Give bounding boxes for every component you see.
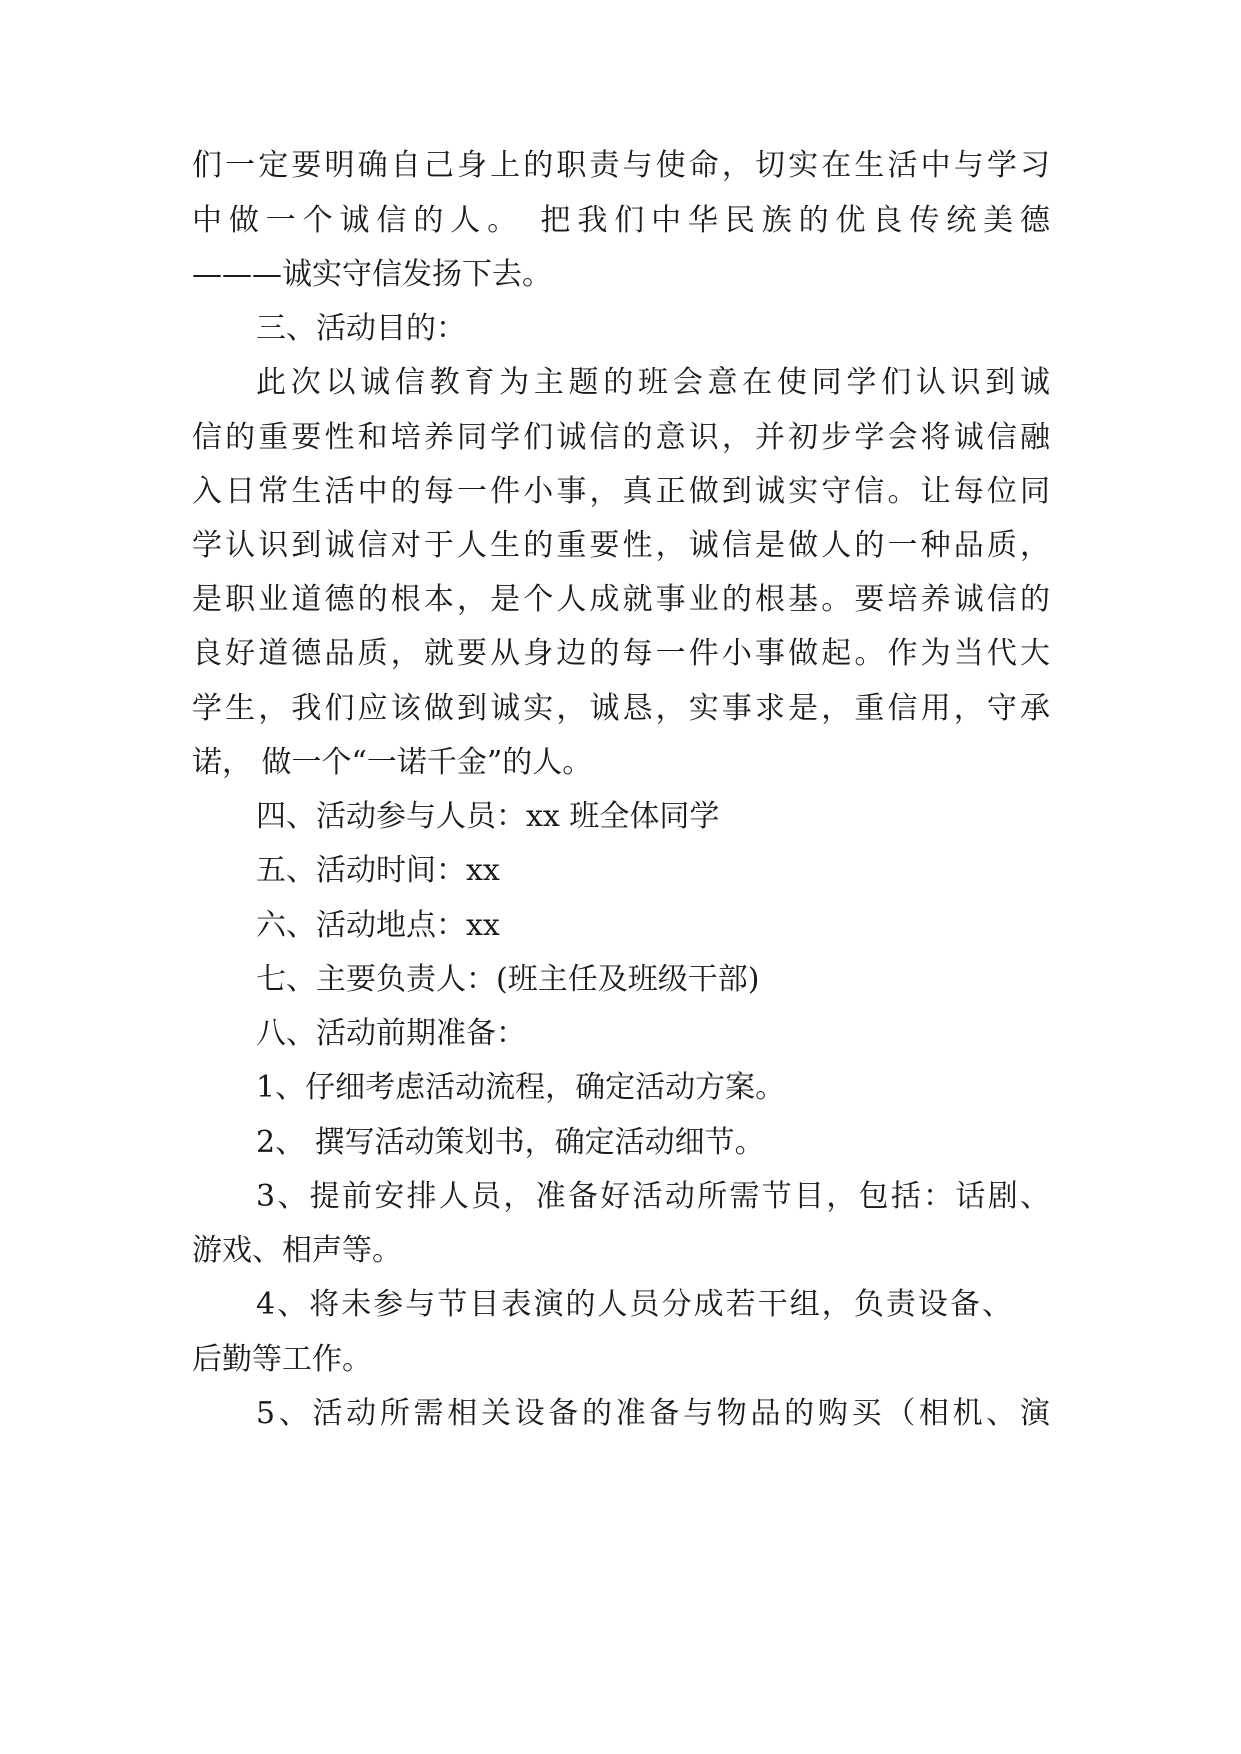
list-item: 3、提前安排人员，准备好活动所需节目，包括：话剧、 — [256, 1179, 1050, 1214]
paragraph-line: 此次以诚信教育为主题的班会意在使同学们认识到诚 — [256, 365, 1050, 400]
paragraph-line: ———诚实守信发扬下去。 — [192, 257, 552, 292]
paragraph-line: 学生，我们应该做到诚实，诚恳，实事求是，重信用，守承 — [192, 691, 1050, 726]
paragraph-line: 信的重要性和培养同学们诚信的意识，并初步学会将诚信融 — [192, 420, 1050, 455]
list-item: 2、 撰写活动策划书，确定活动细节。 — [256, 1125, 765, 1160]
list-item: 4、将未参与节目表演的人员分成若干组，负责设备、 — [256, 1287, 1012, 1322]
paragraph-line: 良好道德品质，就要从身边的每一件小事做起。作为当代大 — [192, 636, 1050, 671]
section-heading: 七、主要负责人：(班主任及班级干部) — [256, 962, 760, 997]
list-item: 5、活动所需相关设备的准备与物品的购买（相机、演 — [256, 1396, 1050, 1431]
section-heading: 四、活动参与人员：xx 班全体同学 — [256, 799, 720, 834]
list-item-continuation: 后勤等工作。 — [192, 1342, 372, 1377]
paragraph-line: 中做一个诚信的人。 把我们中华民族的优良传统美德 — [192, 203, 1050, 238]
paragraph-line: 学认识到诚信对于人生的重要性，诚信是做人的一种品质， — [192, 528, 1050, 563]
paragraph-line: 入日常生活中的每一件小事，真正做到诚实守信。让每位同 — [192, 474, 1050, 509]
section-heading: 八、活动前期准备： — [256, 1016, 526, 1051]
paragraph-line: 是职业道德的根本，是个人成就事业的根基。要培养诚信的 — [192, 582, 1050, 617]
paragraph-line: 们一定要明确自己身上的职责与使命，切实在生活中与学习 — [192, 148, 1050, 183]
section-heading: 五、活动时间：xx — [256, 853, 500, 888]
list-item-continuation: 游戏、相声等。 — [192, 1233, 402, 1268]
section-heading: 三、活动目的： — [256, 311, 466, 346]
section-heading: 六、活动地点：xx — [256, 908, 500, 943]
paragraph-line: 诺， 做一个“一诺千金”的人。 — [192, 745, 593, 780]
list-item: 1、仔细考虑活动流程，确定活动方案。 — [256, 1070, 786, 1105]
